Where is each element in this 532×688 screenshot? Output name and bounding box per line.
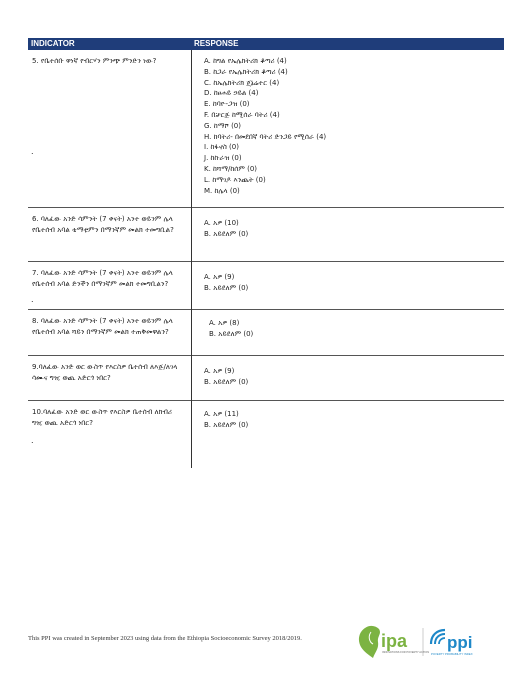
question-text: 9.ባለፈው አንድ ወር ውስጥ የእርስዎ ቤተሰብ ለእጅ/ለገላ ሳሙና ግዢ ወጪ አድርጎ ነበር? <box>32 363 178 382</box>
logo-area <box>355 622 505 662</box>
table-row <box>28 262 504 310</box>
answer-option: A. ከግል የኤሌክትሪክ ቆጣሪ (4) <box>204 57 287 65</box>
column-divider <box>191 50 192 468</box>
answer-option: J. ከኩራዝ (0) <box>204 154 242 163</box>
indicator-table <box>28 38 504 475</box>
footer-note: This PPI was created in September 2023 using data from the Ethiopia Socioeconomic Survey 2018/2019. <box>28 635 302 642</box>
ppi-wordmark: ppi <box>447 633 473 652</box>
ipa-logo <box>359 626 429 658</box>
question-text: 7. ባለፈው አንድ ሳምንት (7 ቀናት) አንተ ወይንም ሌላ የቤተሰብ አባል ድንችን በማንኛም መልክ ተመግቢልን? <box>32 269 173 288</box>
answer-list <box>204 56 494 196</box>
answer-option: E. ከባዮ-ጋዝ (0) <box>204 100 250 109</box>
answer-option: A. አዎ (9) <box>204 273 235 281</box>
answer-option: K. ከሻማ/ከሰም (0) <box>204 164 258 173</box>
answer-option: B. አይደለም (0) <box>204 420 249 429</box>
question-text: 8. ባለፈው አንድ ሳምንት (7 ቀናት) አንተ ወይንም ሌላ የቤተሰብ አባል ሻይን በማንኛም መልክ ተጠቅመዋልን? <box>32 317 173 336</box>
answer-option: I. ከፋኖስ (0) <box>204 143 239 152</box>
answer-option: G. ከማሾ (0) <box>204 121 241 130</box>
ipa-wordmark: ipa <box>381 631 408 651</box>
table-row <box>28 401 504 475</box>
answer-list <box>204 218 494 240</box>
answer-option: M. ከሌላ (0) <box>204 186 240 195</box>
ipa-ppi-logos <box>355 622 505 662</box>
bullet-mark: . <box>31 295 34 304</box>
header-indicator: INDICATOR <box>31 39 75 48</box>
answer-option: B. አይደለም (0) <box>209 329 254 338</box>
question-text: 6. ባለፈው አንድ ሳምንት (7 ቀናት) አንተ ወይንም ሌላ የቤተሰብ አባል ቴማቲምን በማንኛም መልክ ተመግቢል? <box>32 215 174 234</box>
answer-option: D. ከፀሐይ ኃይል (4) <box>204 89 259 98</box>
question-text: 5. የቤተሰቡ ዋነኛ የብርሃን ምንጭ ምንድን ነው? <box>32 57 157 65</box>
answer-option: A. አዎ (8) <box>209 319 240 327</box>
answer-list <box>209 318 499 340</box>
answer-option: F. በቻርጅ ከሚሰራ ባትሪ (4) <box>204 110 280 119</box>
answer-list <box>204 409 494 431</box>
header-response: RESPONSE <box>194 39 239 48</box>
bullet-mark: . <box>31 147 34 156</box>
answer-option: A. አዎ (9) <box>204 367 235 375</box>
table-row <box>28 356 504 401</box>
table-row <box>28 310 504 356</box>
ppi-logo <box>431 630 473 656</box>
answer-option: L. ከማገዶ እንጨት (0) <box>204 175 266 184</box>
ipa-tagline: INNOVATIONS FOR POVERTY ACTION <box>382 651 430 654</box>
answer-option: A. አዎ (10) <box>204 219 239 227</box>
bullet-mark: . <box>31 436 34 445</box>
answer-list <box>204 366 494 388</box>
answer-option: H. ከባትሪ- በመደበኛ ባትሪ ድንጋይ የሚሰራ (4) <box>204 132 327 141</box>
answer-list <box>204 272 494 294</box>
answer-option: B. አይደለም (0) <box>204 229 249 238</box>
answer-option: B. አይደለም (0) <box>204 377 249 386</box>
table-row <box>28 208 504 262</box>
answer-option: B. አይደለም (0) <box>204 283 249 292</box>
table-header <box>28 38 504 50</box>
table-row <box>28 50 504 208</box>
answer-option: A. አዎ (11) <box>204 410 239 418</box>
answer-option: C. ከኤሌክትሪክ ጄኔሬተር (4) <box>204 78 280 87</box>
answer-option: B. ከጋራ የኤሌክትሪክ ቆጣሪ (4) <box>204 67 288 76</box>
ppi-tagline: POVERTY PROBABILITY INDEX <box>431 652 473 656</box>
question-text: 10.ባለፈው አንድ ወር ውስጥ የእርስዎ ቤተሰብ ለክብሪ ግዢ ወጪ አድርጎ ነበር? <box>32 408 173 427</box>
